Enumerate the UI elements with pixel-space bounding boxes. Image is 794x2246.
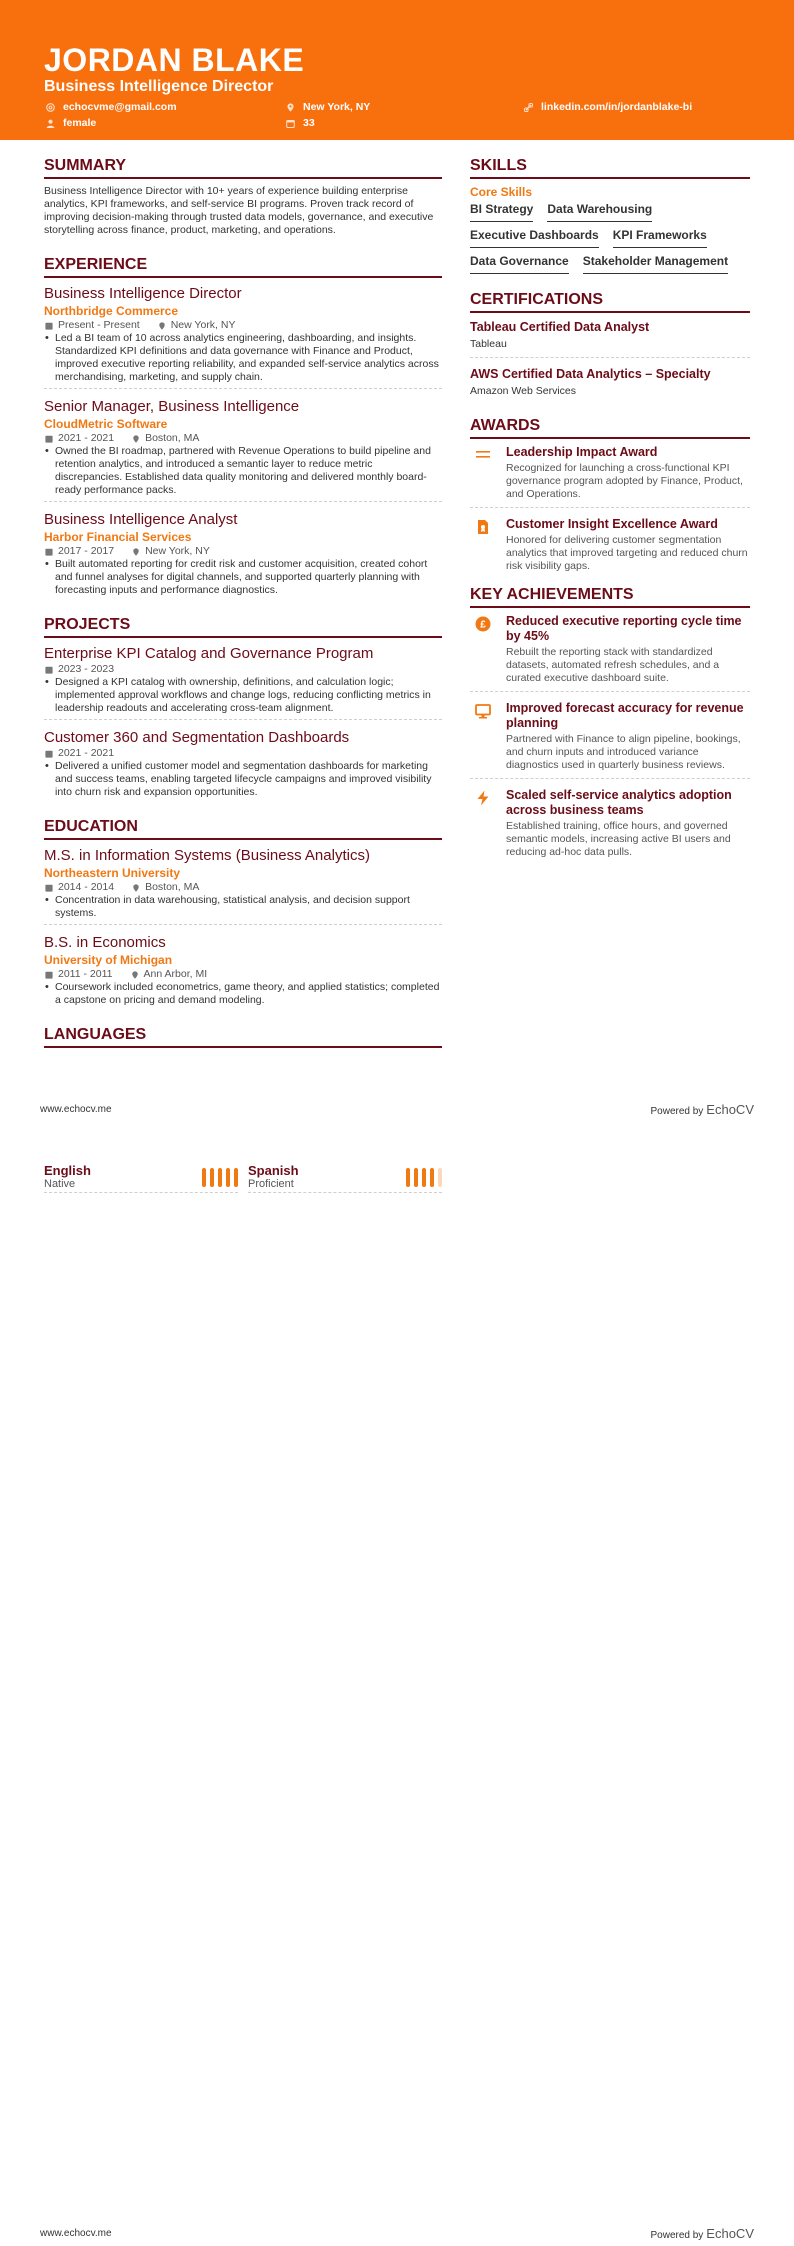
language-name: English: [44, 1163, 91, 1178]
person-icon: [46, 119, 55, 128]
project-meta: [45, 747, 442, 760]
project-meta: [45, 663, 442, 676]
education-meta: [45, 968, 442, 981]
language-entry: [248, 1163, 442, 1193]
left-column: [44, 150, 442, 1054]
candidate-title: Business Intelligence Director: [44, 78, 274, 95]
linkedin-text: linkedin.com/in/jordanblake-bi: [541, 101, 693, 113]
calendar-icon: [45, 666, 53, 674]
rating-bar: [210, 1168, 214, 1187]
education-bullet: • Concentration in data warehousing, statistical analysis, and decision support systems.: [44, 894, 442, 920]
certification-name: Tableau Certified Data Analyst: [470, 320, 650, 334]
gender-text: female: [63, 117, 97, 129]
summary-text: Business Intelligence Director with 10+ years of experience building enterprise analytics, KPI frameworks, and self-service BI programs. Proven track record of improving decision-making through trusted data models, governance, and executive storytelling across finance, product, marketing, and operations.: [44, 185, 434, 236]
contact-gender: [46, 116, 96, 130]
project-dates: 2021 - 2021: [58, 747, 115, 759]
company-name: Harbor Financial Services: [44, 530, 192, 544]
location-text: New York, NY: [303, 101, 371, 113]
rating-bar: [202, 1168, 206, 1187]
achievement-title: Reduced executive reporting cycle time by 45%: [506, 614, 742, 643]
education-dates: 2011 - 2011: [58, 968, 113, 980]
certification-issuer: Amazon Web Services: [470, 385, 577, 397]
brand-logo-text[interactable]: EchoCV: [706, 1102, 754, 1117]
contact-linkedin[interactable]: [524, 100, 692, 114]
skill-chip: Stakeholder Management: [583, 254, 728, 274]
experience-entry: [44, 284, 442, 389]
contact-location: [286, 100, 370, 114]
education-heading: EDUCATION: [44, 817, 442, 840]
education-entry: [44, 933, 442, 1011]
location-pin-icon: [131, 971, 139, 979]
award-entry: [470, 445, 750, 508]
degree-title: M.S. in Information Systems (Business Analytics): [44, 847, 370, 864]
footer-site-link[interactable]: www.echocv.me: [40, 1104, 112, 1115]
rating-bar: [422, 1168, 426, 1187]
award-description: Recognized for launching a cross-functional KPI governance program adopted by Finance, Product, and Operations.: [506, 462, 743, 500]
powered-by: [650, 1102, 754, 1117]
project-entry: [44, 644, 442, 720]
company-name: CloudMetric Software: [44, 417, 168, 431]
email-text: echocvme@gmail.com: [63, 101, 177, 113]
job-meta: [45, 432, 442, 445]
job-dates: Present - Present: [58, 319, 140, 331]
language-level: Proficient: [248, 1178, 294, 1190]
project-bullet: • Designed a KPI catalog with ownership, definitions, and calculation logic; implemented approval workflows and change logs, reducing conflicting metrics in leadership readouts and accelerating cross-team alignment.: [44, 676, 442, 715]
skills-group-title: Core Skills: [470, 185, 533, 199]
experience-heading: EXPERIENCE: [44, 255, 442, 278]
location-pin-icon: [132, 435, 140, 443]
rating-bar: [234, 1168, 238, 1187]
document-icon: [475, 519, 491, 535]
school-name: Northeastern University: [44, 866, 181, 880]
job-location: New York, NY: [170, 319, 236, 331]
resume-header: [0, 0, 794, 140]
degree-title: B.S. in Economics: [44, 934, 166, 951]
rating-bar: [406, 1168, 410, 1187]
location-pin-icon: [158, 322, 166, 330]
job-title: Business Intelligence Analyst: [44, 511, 238, 528]
job-meta: [45, 319, 442, 332]
award-description: Honored for delivering customer segmentation analytics that improved targeting and reduced churn risk visibility gaps.: [506, 534, 748, 572]
language-rating: [202, 1168, 238, 1187]
project-bullet: • Delivered a unified customer model and segmentation dashboards for marketing and success teams, enabling targeted lifecycle campaigns and improved visibility into churn risk and expansion opportunities.: [44, 760, 442, 799]
location-pin-icon: [286, 103, 295, 112]
education-dates: 2014 - 2014: [58, 881, 115, 893]
monitor-icon: [475, 703, 491, 719]
education-bullet: • Coursework included econometrics, game theory, and applied statistics; completed a capstone on pricing and demand modeling.: [44, 981, 442, 1007]
job-title: Senior Manager, Business Intelligence: [44, 398, 300, 415]
skill-chip: Data Warehousing: [547, 202, 652, 222]
award-entry: [470, 517, 750, 579]
job-location: New York, NY: [145, 545, 210, 557]
location-pin-icon: [132, 884, 140, 892]
skills-list: [470, 202, 750, 274]
skill-chip: Data Governance: [470, 254, 569, 274]
achievement-entry: [470, 701, 750, 779]
lightning-icon: [475, 790, 491, 806]
job-dates: 2017 - 2017: [58, 545, 115, 557]
svg-text:£: £: [480, 619, 486, 631]
award-title: Leadership Impact Award: [506, 445, 658, 459]
certification-name: AWS Certified Data Analytics – Specialty: [470, 367, 711, 381]
calendar-icon: [45, 750, 53, 758]
calendar-icon: [45, 435, 53, 443]
certification-entry: [470, 366, 750, 404]
achievement-entry: [470, 788, 750, 865]
page-footer: [40, 2226, 754, 2241]
achievement-title: Improved forecast accuracy for revenue planning: [506, 701, 744, 730]
language-rating: [406, 1168, 442, 1187]
calendar-icon: [45, 322, 53, 330]
lines-icon: [475, 447, 491, 463]
school-name: University of Michigan: [44, 953, 173, 967]
job-bullet: • Led a BI team of 10 across analytics engineering, dashboarding, and insights. Standardized KPI definitions and data governance with Finance and Product, improved executive reporting reliability, and expanded self-service analytics across merchandising, marketing, and supply chain.: [44, 332, 442, 384]
job-bullet: • Owned the BI roadmap, partnered with Revenue Operations to build pipeline and retention analytics, and introduced a semantic layer to reduce metric discrepancies. Established data quality monitoring and delivered monthly board-ready performance packs.: [44, 445, 442, 497]
achievement-entry: [470, 614, 750, 692]
at-icon: [46, 103, 55, 112]
job-location: Boston, MA: [145, 432, 200, 444]
powered-by-text: Powered by: [650, 1106, 704, 1117]
projects-heading: PROJECTS: [44, 615, 442, 638]
contact-email[interactable]: [46, 100, 177, 114]
job-dates: 2021 - 2021: [58, 432, 115, 444]
company-name: Northbridge Commerce: [44, 304, 179, 318]
language-entry: [44, 1163, 238, 1193]
rating-bar: [414, 1168, 418, 1187]
experience-entry: [44, 510, 442, 601]
experience-entry: [44, 397, 442, 502]
calendar-icon: [45, 884, 53, 892]
languages-heading: LANGUAGES: [44, 1025, 442, 1048]
education-location: Boston, MA: [145, 881, 200, 893]
project-dates: 2023 - 2023: [58, 663, 115, 675]
language-name: Spanish: [248, 1163, 299, 1178]
certification-issuer: Tableau: [470, 338, 507, 350]
currency-coin-icon: [475, 616, 491, 632]
brand-logo-text[interactable]: EchoCV: [706, 2226, 754, 2241]
awards-heading: AWARDS: [470, 416, 750, 439]
powered-by-text: Powered by: [650, 2230, 704, 2241]
link-icon: [524, 103, 533, 112]
summary-heading: SUMMARY: [44, 156, 442, 179]
rating-bar: [218, 1168, 222, 1187]
candidate-name: JORDAN BLAKE: [44, 42, 305, 78]
achievement-description: Partnered with Finance to align pipeline, bookings, and churn inputs and introduced variance diagnostics used in quarterly business reviews.: [506, 733, 741, 771]
powered-by: [650, 2226, 754, 2241]
skill-chip: KPI Frameworks: [613, 228, 707, 248]
footer-site-link[interactable]: www.echocv.me: [40, 2228, 112, 2239]
page-footer: [40, 1102, 754, 1117]
language-level: Native: [44, 1178, 76, 1190]
education-entry: [44, 846, 442, 925]
achievements-heading: KEY ACHIEVEMENTS: [470, 585, 750, 608]
age-text: 33: [303, 117, 315, 129]
right-column: [470, 150, 750, 874]
project-title: Enterprise KPI Catalog and Governance Program: [44, 645, 374, 662]
achievement-description: Rebuilt the reporting stack with standardized datasets, automated refresh schedules, and a curated executive dashboard suite.: [506, 646, 720, 684]
project-entry: [44, 728, 442, 803]
calendar-icon: [286, 119, 295, 128]
award-title: Customer Insight Excellence Award: [506, 517, 718, 531]
skill-chip: Executive Dashboards: [470, 228, 599, 248]
job-meta: [45, 545, 442, 558]
certification-entry: [470, 319, 750, 358]
job-title: Business Intelligence Director: [44, 285, 242, 302]
calendar-icon: [45, 548, 53, 556]
rating-bar: [226, 1168, 230, 1187]
project-title: Customer 360 and Segmentation Dashboards: [44, 729, 350, 746]
education-location: Ann Arbor, MI: [143, 968, 208, 980]
achievement-title: Scaled self-service analytics adoption across business teams: [506, 788, 732, 817]
calendar-icon: [45, 971, 53, 979]
education-meta: [45, 881, 442, 894]
skills-heading: SKILLS: [470, 156, 750, 179]
skill-chip: BI Strategy: [470, 202, 533, 222]
job-bullet: • Built automated reporting for credit risk and customer acquisition, created cohort and funnel analyses for digital channels, and supported quarterly planning with forecasting inputs and performance diagnostics.: [44, 558, 442, 597]
contact-age: [286, 116, 315, 130]
languages-list: [44, 1163, 442, 1193]
rating-bar: [438, 1168, 442, 1187]
certifications-heading: CERTIFICATIONS: [470, 290, 750, 313]
achievement-description: Established training, office hours, and governed semantic models, increasing active BI users and reducing ad-hoc data pulls.: [506, 820, 731, 858]
rating-bar: [430, 1168, 434, 1187]
location-pin-icon: [132, 548, 140, 556]
